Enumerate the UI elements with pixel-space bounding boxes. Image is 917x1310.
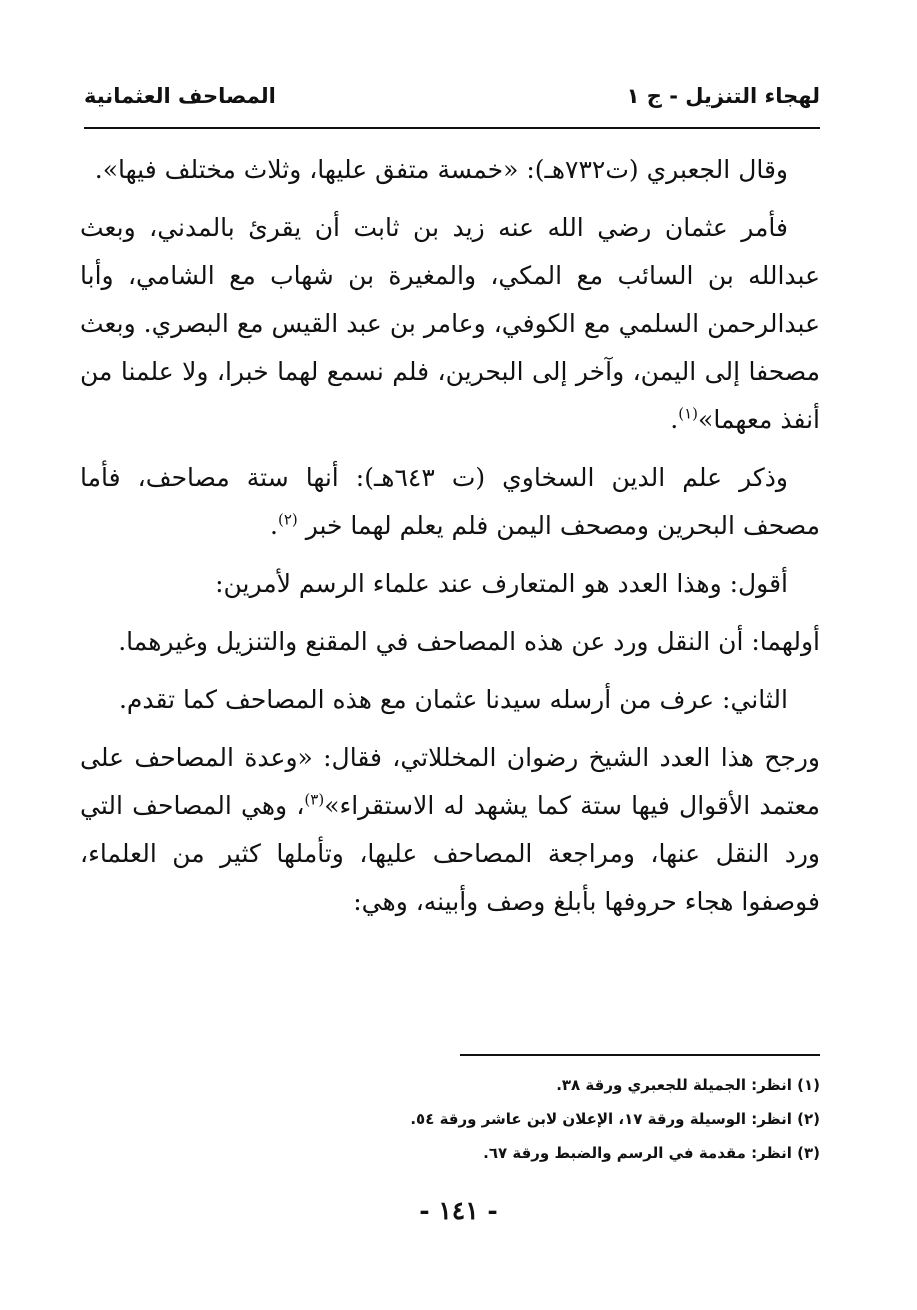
footnotes	[200, 1068, 820, 1170]
paragraph-second-reason	[80, 676, 820, 724]
main-text	[80, 146, 820, 936]
footnote-divider	[460, 1054, 820, 1056]
paragraph-mukhallalati	[80, 734, 820, 926]
footnote-ref: (١)	[678, 404, 699, 423]
footnote-2: (٢) انظر: الوسيلة ورقة ١٧، الإعلان لابن عاشر ورقة ٥٤.	[410, 1110, 820, 1128]
running-header	[84, 78, 820, 118]
paragraph-text: وقال الجعبري (ت٧٣٢هـ): «خمسة متفق عليها، وثلاث مختلف فيها».	[94, 155, 788, 184]
paragraph-jabari-quote	[80, 146, 820, 194]
footnote-1: (١) انظر: الجميلة للجعبري ورقة ٣٨.	[556, 1076, 820, 1094]
paragraph-aqul	[80, 560, 820, 608]
header-book-title: لهجاء التنزيل - ج ١	[626, 84, 820, 108]
paragraph-tail: .	[270, 511, 278, 540]
paragraph-sakhawi	[80, 454, 820, 550]
header-chapter-title: المصاحف العثمانية	[84, 84, 276, 108]
footnote-ref: (٢)	[277, 510, 298, 529]
paragraph-tail: .	[670, 405, 679, 434]
header-divider	[84, 127, 820, 129]
footnote-ref: (٣)	[304, 790, 325, 809]
paragraph-text: وذكر علم الدين السخاوي (ت ٦٤٣هـ): أنها ستة مصاحف، فأما مصحف البحرين ومصحف اليمن فلم يعلم لهما خبر	[80, 463, 820, 540]
paragraph-uthman-order	[80, 204, 820, 444]
paragraph-text: فأمر عثمان رضي الله عنه زيد بن ثابت أن يقرئ بالمدني، وبعث عبدالله بن السائب مع المكي، والمغيرة بن شهاب مع الشامي، وأبا عبدالرحمن السلمي مع الكوفي، وعامر بن عبد القيس مع البصري. وبعث مصحفا إلى اليمن، وآخر إلى البحرين، فلم نسمع لهما خبرا، ولا علمنا من أنفذ معهما»	[80, 213, 820, 434]
paragraph-text: أولهما: أن النقل ورد عن هذه المصاحف في المقنع والتنزيل وغيرهما.	[118, 627, 820, 656]
paragraph-text: الثاني: عرف من أرسله سيدنا عثمان مع هذه المصاحف كما تقدم.	[118, 685, 788, 714]
paragraph-first-reason	[80, 618, 820, 666]
footnote-3: (٣) انظر: مقدمة في الرسم والضبط ورقة ٦٧.	[483, 1144, 820, 1162]
page-number: - ١٤١ -	[419, 1196, 498, 1225]
paragraph-text: أقول: وهذا العدد هو المتعارف عند علماء الرسم لأمرين:	[215, 569, 788, 598]
paragraph-text: ورجح هذا العدد الشيخ رضوان المخللاتي، فقال: «وعدة المصاحف على معتمد الأقوال فيها ستة كما يشهد له الاستقراء»	[80, 743, 820, 820]
paragraph-tail: ، وهي المصاحف التي ورد النقل عنها، ومراجعة المصاحف عليها، وتأملها كثير من العلماء، فوصفوا هجاء حروفها بأبلغ وصف وأبينه، وهي:	[80, 791, 820, 916]
